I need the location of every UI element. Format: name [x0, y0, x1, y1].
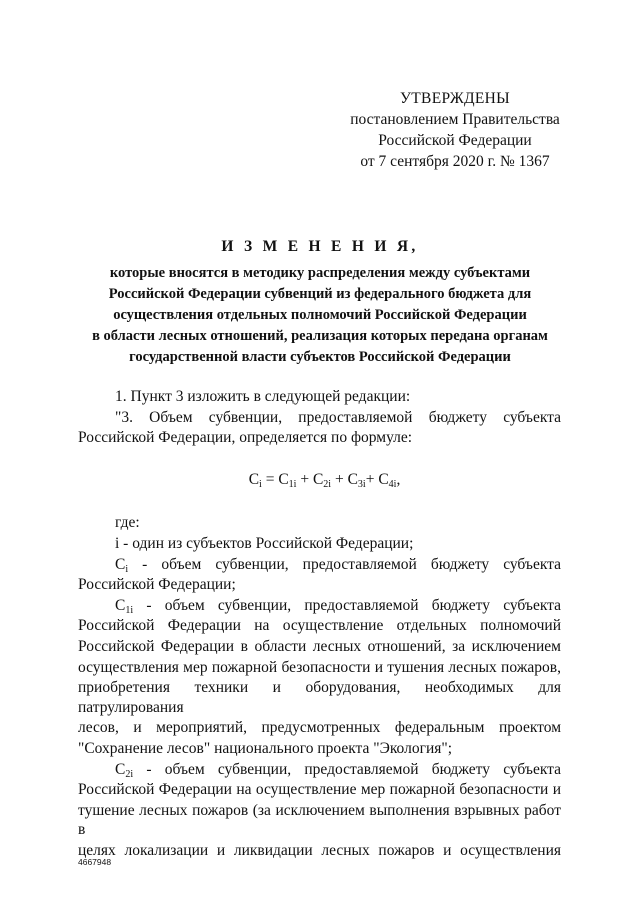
- subtitle-line: осуществления отдельных полномочий Российской Федерации: [113, 307, 527, 323]
- subtitle-line: в области лесных отношений, реализация которых передана органам: [92, 328, 548, 344]
- document-body: [78, 387, 561, 861]
- document-title: [60, 236, 580, 368]
- definition-c2i-line: тушение лесных пожаров (за исключением выполнения взрывных работ в: [78, 801, 561, 839]
- where-label: где:: [115, 514, 140, 532]
- item-1: 1. Пункт 3 изложить в следующей редакции:: [115, 388, 411, 405]
- approval-line-decree: постановлением Правительства: [350, 111, 560, 128]
- subtitle-line: которые вносятся в методику распределения между субъектами: [109, 265, 531, 281]
- title-subtitle: [60, 263, 580, 368]
- definition-ci-line: Российской Федерации;: [78, 576, 236, 594]
- document-number: 4667948: [78, 857, 112, 867]
- definition-c1i-line: "Сохранение лесов" национального проекта "Экология";: [78, 739, 453, 757]
- approval-line-federation: Российской Федерации: [378, 132, 532, 149]
- paragraph-3-line: Российской Федерации, определяется по формуле:: [78, 429, 413, 447]
- definition-c1i-line: Российской Федерации в области лесных отношений, за исключением: [78, 637, 561, 655]
- approval-heading: УТВЕРЖДЕНЫ: [400, 90, 510, 107]
- definition-c1i-line: Российской Федерации на осуществление отдельных полномочий: [78, 617, 561, 635]
- definition-i: i - один из субъектов Российской Федерации;: [115, 534, 414, 552]
- formula: $C_i = C_{1i} + C_{2i} + C_{3i}+ C_{4i}$,: [248, 470, 401, 490]
- definition-c1i-line: осуществления мер пожарной безопасности и тушения лесных пожаров,: [78, 658, 561, 676]
- definition-c2i-line: Российской Федерации на осуществление мер пожарной безопасности и: [78, 781, 561, 799]
- definition-c2i-line: целях локализации и ликвидации лесных пожаров и осуществления: [78, 841, 561, 859]
- definition-c1i-line: лесов, и мероприятий, предусмотренных федеральным проектом: [78, 719, 561, 737]
- title-heading: И З М Е Н Е Н И Я,: [221, 238, 419, 255]
- definition-ci: $C_i$ - объем субвенции, предоставляемой бюджету субъекта: [115, 555, 561, 575]
- definition-c1i-line: приобретения техники и оборудования, необходимых для патрулирования: [78, 679, 561, 716]
- definition-c1i: $C_{1i}$ - объем субвенции, предоставляемой бюджету субъекта: [115, 596, 561, 616]
- approval-stamp: [330, 88, 580, 172]
- subtitle-line: государственной власти субъектов Российской Федерации: [129, 349, 511, 365]
- paragraph-3-line: "3. Объем субвенции, предоставляемой бюджету субъекта: [115, 408, 561, 426]
- subtitle-line: Российской Федерации субвенций из федерального бюджета для: [108, 286, 532, 302]
- approval-line-date-number: от 7 сентября 2020 г. № 1367: [360, 153, 550, 170]
- definition-c2i: $C_{2i}$ - объем субвенции, предоставляемой бюджету субъекта: [115, 760, 561, 780]
